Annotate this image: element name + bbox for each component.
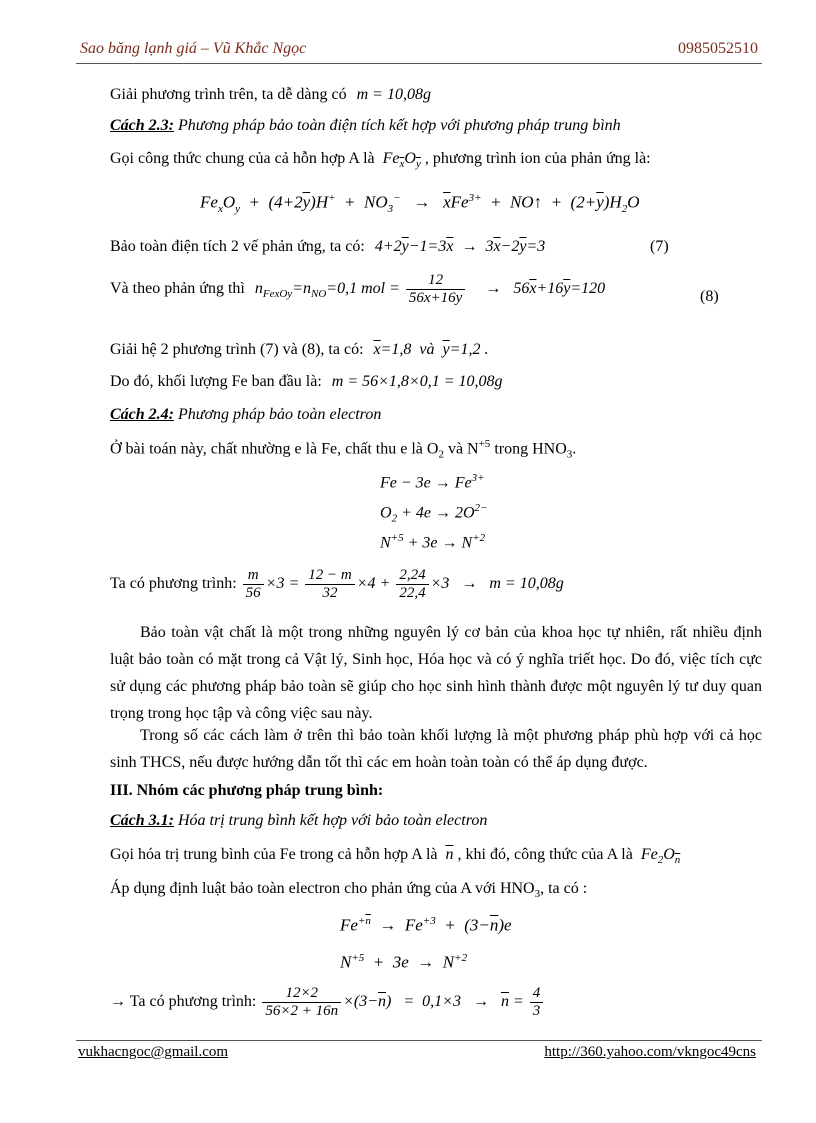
final-equation-text: → Ta có phương trình:	[110, 993, 257, 1011]
fe-valence-reaction: $Fe^{+\overline{n}} \to Fe^{+3} + (3-\overline{n})e$	[340, 915, 512, 935]
frac-224-224: $\frac{2,24}{22,4}$	[396, 567, 428, 602]
frac-12m-32: $\frac{12 - m}{32}$	[305, 567, 354, 602]
system-solution-text: Giải hệ 2 phương trình (7) và (8), ta có:	[110, 341, 364, 358]
method-3-1-apply-text: Áp dụng định luật bảo toàn electron cho phản ứng của A với HNO	[110, 880, 535, 897]
section-3-heading: III. Nhóm các phương pháp trung bình:	[110, 782, 384, 799]
formula-fe2on: $Fe_2O_{\overline{n}}$	[640, 846, 681, 867]
header-rule	[76, 63, 762, 64]
method-3-1-intro	[110, 846, 680, 866]
method-2-4-intro-a: Ở bài toán này, chất nhường e là Fe, chất thu e là O	[110, 440, 439, 458]
system-solution-math: $\overline{x}=1,8$ và $\overline{y}=1,2$ .	[373, 341, 489, 358]
method-2-4-intro-c: trong HNO	[490, 440, 567, 458]
charge-balance-text: Bảo toàn điện tích 2 vế phản ứng, ta có:	[110, 238, 365, 255]
system-solution-line	[110, 341, 488, 359]
final-equation-line: → Ta có phương trình: $\frac{12\times 2}{56\times 2 + 16\overline{n}}$ $\times(3-\overline{n}) = 0,1\times 3 \to \overline{n}$ = $\frac{4}{3}$	[110, 985, 545, 1020]
conservation-paragraph: Bảo toàn vật chất là một trong những nguyên lý cơ bản của khoa học tự nhiên, rất nhiều định luật bảo toàn có mặt trong cả Vật lý, Sinh học, Hóa học và có ý nghĩa triết học. Do đó, việc tích cực sử dụng các phương pháp bảo toàn sẽ giúp cho học sinh hình thành được một nguyên lý tư duy quan trọng trong học tập và công việc sau này.	[110, 624, 762, 722]
method-3-1-intro-text1: Gọi hóa trị trung bình của Fe trong cả hỗn hợp A là	[110, 846, 438, 863]
mass-text: Do đó, khối lượng Fe ban đầu là:	[110, 373, 322, 390]
header-title: Sao băng lạnh giá – Vũ Khắc Ngọc	[80, 40, 307, 57]
half-reaction-o2: $O_2 + 4e \to 2O^{2-}$	[380, 502, 488, 525]
method-2-3-intro-text1: Gọi công thức chung của cả hỗn hợp A là	[110, 150, 375, 167]
formula-fexoy: $Fe_{\overline{x}}O_{\overline{y}}$	[382, 150, 421, 171]
reaction-math: $n_{FexOy}=n_{NO}=0,1$ mol =	[254, 280, 400, 301]
method-2-3-heading	[110, 117, 621, 135]
mass-line	[110, 373, 503, 391]
method-3-1-title: Hóa trị trung bình kết hợp với bảo toàn electron	[178, 812, 488, 829]
avg-valence-n: $\overline{n}$	[445, 846, 454, 863]
solve-result-math: m = 10,08g	[356, 86, 431, 103]
method-2-4-heading	[110, 406, 381, 424]
footer-rule	[76, 1040, 762, 1041]
electron-equation-line: Ta có phương trình: $\frac{m}{56}$ ×3 = $\frac{12 - m}{32}$ ×4 + $\frac{2,24}{22,4}$ ×3 → m = 10,08g	[110, 567, 564, 601]
footer-email[interactable]: vukhacngoc@gmail.com	[78, 1044, 229, 1060]
solve-result-line	[110, 86, 431, 104]
half-reaction-fe: $Fe - 3e \to Fe^{3+}$	[380, 472, 485, 492]
reaction-line	[110, 272, 605, 307]
mass-math: m = 56×1,8×0,1 = 10,08g	[331, 373, 503, 390]
method-2-3-label: Cách 2.3:	[110, 117, 174, 134]
method-2-4-label: Cách 2.4:	[110, 406, 174, 423]
footer-url[interactable]: http://360.yahoo.com/vkngoc49cns	[544, 1044, 756, 1060]
reaction-text: Và theo phản ứng thì	[110, 280, 245, 298]
method-3-1-intro-text2: , khi đó, công thức của A là	[457, 846, 633, 863]
method-2-3-title: Phương pháp bảo toàn điện tích kết hợp với phương pháp trung bình	[178, 117, 621, 134]
n-valence-reaction: $N^{+5} + 3e \to N^{+2}$	[340, 952, 468, 972]
charge-balance-math: $4+2\overline{y}-1=3\overline{x} \to 3\overline{x}-2\overline{y}=3$	[374, 238, 546, 255]
eq-number-7: (7)	[650, 238, 669, 255]
thcs-paragraph: Trong số các cách làm ở trên thì bảo toàn khối lượng là một phương pháp phù hợp với cả học sinh THCS, nếu được hướng dẫn tốt thì các em hoàn toàn toàn có thể áp dụng được.	[110, 727, 762, 771]
eq-number-8: (8)	[700, 288, 719, 305]
frac-122: $\frac{12\times 2}{56\times 2 + 16\overline{n}}$	[262, 985, 341, 1020]
reaction-fraction: $\frac{12}{56\overline{x}+16\overline{y}}$	[406, 272, 465, 307]
solve-result-text: Giải phương trình trên, ta dễ dàng có	[110, 86, 347, 103]
frac-m-56: $\frac{m}{56}$	[243, 567, 264, 602]
half-reaction-n: $N^{+5} + 3e \to N^{+2}$	[380, 532, 486, 552]
reaction-result: → $56\overline{x}+16\overline{y}=120$	[485, 280, 606, 298]
charge-balance-line	[110, 238, 545, 256]
method-3-1-heading	[110, 812, 487, 830]
method-3-1-label: Cách 3.1:	[110, 812, 174, 829]
method-2-3-intro-text2: , phương trình ion của phản ứng là:	[424, 150, 651, 167]
method-3-1-apply-end: , ta có :	[540, 880, 588, 897]
method-2-4-intro-b: và N	[443, 440, 479, 458]
header-phone: 0985052510	[678, 40, 758, 57]
method-2-3-intro	[110, 150, 651, 170]
ion-equation: $Fe_xO_y + (4+2\overline{y})H^+ + NO_3^- \to \overline{x}Fe^{3+}$ + NO↑ + $(2+\overline{y})H_2O$	[200, 192, 640, 216]
method-2-4-intro: Ở bài toán này, chất nhường e là Fe, chất thu e là $O_2$ và $N^{+5}$ trong $HNO_3$.	[110, 438, 577, 461]
method-2-4-title: Phương pháp bảo toàn electron	[178, 406, 382, 423]
frac-4-3: $\frac{4}{3}$	[530, 985, 544, 1020]
electron-equation-text: Ta có phương trình:	[110, 575, 237, 593]
method-3-1-apply: Áp dụng định luật bảo toàn electron cho phản ứng của A với $HNO_3$, ta có :	[110, 880, 588, 901]
